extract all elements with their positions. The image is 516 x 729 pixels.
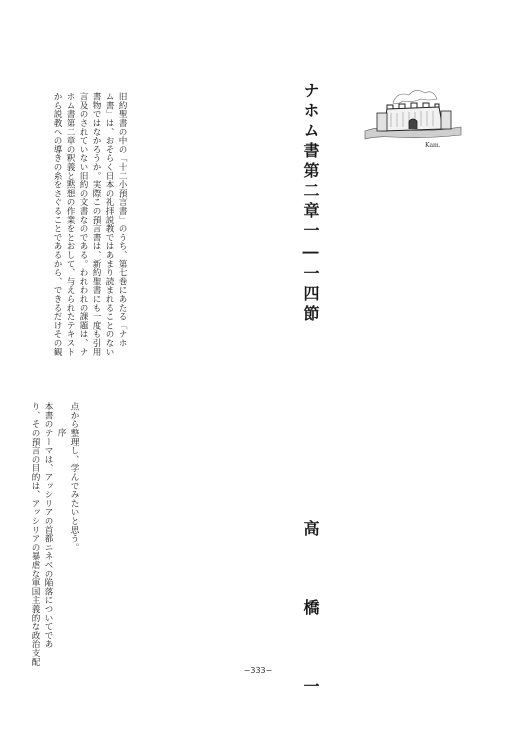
author-name: 高 橋 一 <box>301 520 320 716</box>
body-text-bottom <box>28 402 80 666</box>
page-number: −333− <box>243 666 273 675</box>
article-title: ナホム書第二章一―一四節 <box>301 82 320 325</box>
body-line: 旧約聖書の中の「十二小預言書」のうち、第七巻にあたる「ナホ <box>117 92 127 348</box>
body-line: 点から整理し、学んでみたいと思う。 <box>69 402 79 552</box>
body-line: り、その預言の目的は、アッシリアの暴虐な軍国主義的な政治支配 <box>30 402 40 666</box>
body-text-top <box>50 92 128 356</box>
body-line: 書物ではなかろうか。実際この預言書は、新約聖書にも一度も引用 <box>91 92 101 356</box>
body-line: から説教への導きの糸をさぐることであるから、できるだけその観 <box>52 92 62 356</box>
castle-sketch-illustration <box>363 79 463 151</box>
body-line: 本書のテーマは、アッシリアの首都ニネベの陥落についてであ <box>43 402 53 649</box>
body-line: 言及のされていない旧約の文書なのである。われわれの課題は、ナ <box>78 92 88 356</box>
body-line: ム書」は、おそらく日本の礼拝説教ではあまり読まれることのない <box>104 92 114 356</box>
section-heading-preface: 序 <box>56 428 66 437</box>
illustration-signature: Kam. <box>425 142 441 149</box>
body-line: ホム書第二章の釈義と黙想の作業をとおして、与えられたテキスト <box>65 92 75 356</box>
